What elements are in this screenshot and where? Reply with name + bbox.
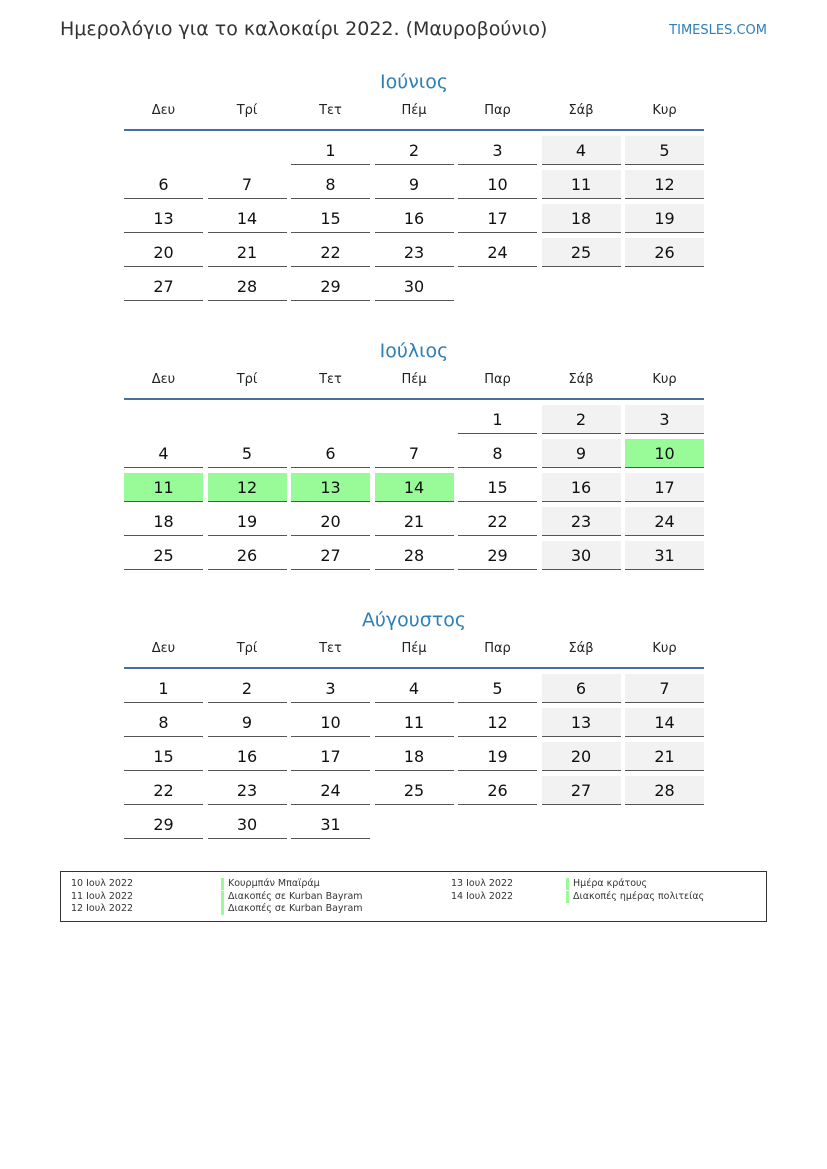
day-cell: 12 xyxy=(458,708,537,737)
day-cell: 27 xyxy=(542,776,621,805)
weekday-label: Τετ xyxy=(319,372,342,387)
weekday-label: Κυρ xyxy=(652,103,677,118)
day-cell: 3 xyxy=(458,136,537,165)
day-cell: 26 xyxy=(625,238,704,267)
legend-holiday-name: Διακοπές σε Kurban Bayram xyxy=(221,903,363,915)
weekday-label: Πέμ xyxy=(401,372,427,387)
day-cell: 23 xyxy=(542,507,621,536)
weekday-header xyxy=(124,369,704,400)
day-cell: 20 xyxy=(291,507,370,536)
day-grid xyxy=(124,405,704,570)
day-cell: 10 xyxy=(625,439,704,468)
month-name: Ιούνιος xyxy=(379,71,449,93)
weekday-label: Δευ xyxy=(151,641,176,656)
legend-date: 12 Ιουλ 2022 xyxy=(71,903,134,914)
day-cell: 21 xyxy=(375,507,454,536)
day-cell: 7 xyxy=(625,674,704,703)
weekday-label: Κυρ xyxy=(652,641,677,656)
day-cell: 21 xyxy=(625,742,704,771)
day-cell: 29 xyxy=(458,541,537,570)
day-cell: 17 xyxy=(291,742,370,771)
day-cell: 4 xyxy=(124,439,203,468)
day-cell: 1 xyxy=(124,674,203,703)
day-cell: 2 xyxy=(542,405,621,434)
day-cell: 18 xyxy=(124,507,203,536)
brand-link[interactable]: TIMESLES.COM xyxy=(669,23,767,38)
day-cell: 22 xyxy=(458,507,537,536)
day-cell: 1 xyxy=(458,405,537,434)
weekday-label: Δευ xyxy=(151,372,176,387)
day-cell: 9 xyxy=(208,708,287,737)
weekday-label: Τρί xyxy=(236,641,258,656)
legend-date: 14 Ιουλ 2022 xyxy=(451,890,514,902)
weekday-label: Δευ xyxy=(151,103,176,118)
day-cell: 26 xyxy=(458,776,537,805)
day-cell: 9 xyxy=(375,170,454,199)
month-calendar xyxy=(124,606,704,839)
day-cell: 18 xyxy=(542,204,621,233)
day-cell: 12 xyxy=(208,473,287,502)
day-cell: 3 xyxy=(291,674,370,703)
day-cell: 20 xyxy=(124,238,203,267)
empty-cell xyxy=(542,272,621,301)
day-cell: 20 xyxy=(542,742,621,771)
empty-cell xyxy=(375,810,454,839)
day-cell: 24 xyxy=(291,776,370,805)
weekday-header xyxy=(124,100,704,131)
day-cell: 13 xyxy=(291,473,370,502)
day-cell: 2 xyxy=(208,674,287,703)
day-cell: 6 xyxy=(542,674,621,703)
day-cell: 9 xyxy=(542,439,621,468)
empty-cell xyxy=(291,405,370,434)
day-cell: 30 xyxy=(375,272,454,301)
empty-cell xyxy=(625,810,704,839)
day-cell: 19 xyxy=(625,204,704,233)
month-name: Αύγουστος xyxy=(361,609,467,631)
day-cell: 4 xyxy=(542,136,621,165)
day-cell: 7 xyxy=(208,170,287,199)
day-cell: 13 xyxy=(124,204,203,233)
day-cell: 26 xyxy=(208,541,287,570)
day-cell: 14 xyxy=(208,204,287,233)
day-cell: 22 xyxy=(124,776,203,805)
weekday-header xyxy=(124,638,704,669)
day-cell: 31 xyxy=(291,810,370,839)
day-cell: 16 xyxy=(542,473,621,502)
weekday-label: Πέμ xyxy=(401,103,427,118)
day-cell: 28 xyxy=(208,272,287,301)
weekday-label: Σάβ xyxy=(568,103,594,118)
day-cell: 1 xyxy=(291,136,370,165)
weekday-label: Παρ xyxy=(484,372,511,387)
legend-holiday-name: Διακοπές σε Kurban Bayram xyxy=(221,891,363,903)
day-cell: 23 xyxy=(375,238,454,267)
weekday-label: Τρί xyxy=(236,372,258,387)
day-cell: 21 xyxy=(208,238,287,267)
legend-holiday-name: Ημέρα κράτους xyxy=(566,878,647,890)
day-cell: 31 xyxy=(625,541,704,570)
empty-cell xyxy=(458,810,537,839)
empty-cell xyxy=(458,272,537,301)
weekday-label: Σάβ xyxy=(568,641,594,656)
day-cell: 27 xyxy=(124,272,203,301)
weekday-label: Τετ xyxy=(319,103,342,118)
empty-cell xyxy=(375,405,454,434)
legend-holiday-name: Διακοπές ημέρας πολιτείας xyxy=(566,891,704,903)
day-cell: 30 xyxy=(542,541,621,570)
day-cell: 6 xyxy=(124,170,203,199)
day-cell: 14 xyxy=(625,708,704,737)
day-cell: 3 xyxy=(625,405,704,434)
day-cell: 29 xyxy=(291,272,370,301)
weekday-label: Τετ xyxy=(319,641,342,656)
day-cell: 16 xyxy=(375,204,454,233)
page-title: Ημερολόγιο για το καλοκαίρι 2022. (Μαυροβούνιο) xyxy=(60,18,548,40)
weekday-label: Τρί xyxy=(236,103,258,118)
empty-cell xyxy=(208,136,287,165)
day-cell: 22 xyxy=(291,238,370,267)
day-cell: 29 xyxy=(124,810,203,839)
month-name: Ιούλιος xyxy=(379,340,449,362)
weekday-label: Παρ xyxy=(484,641,511,656)
weekday-label: Σάβ xyxy=(568,372,594,387)
day-cell: 25 xyxy=(542,238,621,267)
day-cell: 30 xyxy=(208,810,287,839)
day-cell: 7 xyxy=(375,439,454,468)
day-grid xyxy=(124,136,704,301)
day-cell: 28 xyxy=(375,541,454,570)
day-cell: 23 xyxy=(208,776,287,805)
day-cell: 8 xyxy=(124,708,203,737)
empty-cell xyxy=(625,272,704,301)
month-calendar xyxy=(124,68,704,301)
day-cell: 19 xyxy=(208,507,287,536)
legend-date: 13 Ιουλ 2022 xyxy=(451,878,514,889)
day-cell: 15 xyxy=(458,473,537,502)
day-cell: 5 xyxy=(458,674,537,703)
day-cell: 13 xyxy=(542,708,621,737)
day-cell: 24 xyxy=(625,507,704,536)
day-cell: 25 xyxy=(124,541,203,570)
weekday-label: Πέμ xyxy=(401,641,427,656)
day-cell: 17 xyxy=(625,473,704,502)
weekday-label: Κυρ xyxy=(652,372,677,387)
legend-date: 10 Ιουλ 2022 xyxy=(71,878,134,889)
day-cell: 10 xyxy=(458,170,537,199)
day-cell: 2 xyxy=(375,136,454,165)
day-cell: 11 xyxy=(542,170,621,199)
month-calendar xyxy=(124,337,704,570)
day-cell: 8 xyxy=(458,439,537,468)
day-cell: 6 xyxy=(291,439,370,468)
day-cell: 16 xyxy=(208,742,287,771)
empty-cell xyxy=(124,405,203,434)
day-cell: 25 xyxy=(375,776,454,805)
legend-holiday-name: Κουρμπάν Μπαϊράμ xyxy=(221,878,320,890)
day-cell: 12 xyxy=(625,170,704,199)
day-cell: 15 xyxy=(124,742,203,771)
empty-cell xyxy=(124,136,203,165)
empty-cell xyxy=(208,405,287,434)
day-cell: 4 xyxy=(375,674,454,703)
day-cell: 15 xyxy=(291,204,370,233)
day-cell: 8 xyxy=(291,170,370,199)
day-cell: 18 xyxy=(375,742,454,771)
empty-cell xyxy=(542,810,621,839)
legend-date: 11 Ιουλ 2022 xyxy=(71,890,134,902)
day-cell: 5 xyxy=(625,136,704,165)
day-cell: 5 xyxy=(208,439,287,468)
page-header xyxy=(60,18,767,48)
day-cell: 28 xyxy=(625,776,704,805)
day-cell: 10 xyxy=(291,708,370,737)
weekday-label: Παρ xyxy=(484,103,511,118)
day-cell: 24 xyxy=(458,238,537,267)
day-cell: 11 xyxy=(375,708,454,737)
day-cell: 11 xyxy=(124,473,203,502)
day-cell: 27 xyxy=(291,541,370,570)
holiday-legend xyxy=(60,871,767,922)
day-cell: 17 xyxy=(458,204,537,233)
day-cell: 14 xyxy=(375,473,454,502)
day-cell: 19 xyxy=(458,742,537,771)
day-grid xyxy=(124,674,704,839)
